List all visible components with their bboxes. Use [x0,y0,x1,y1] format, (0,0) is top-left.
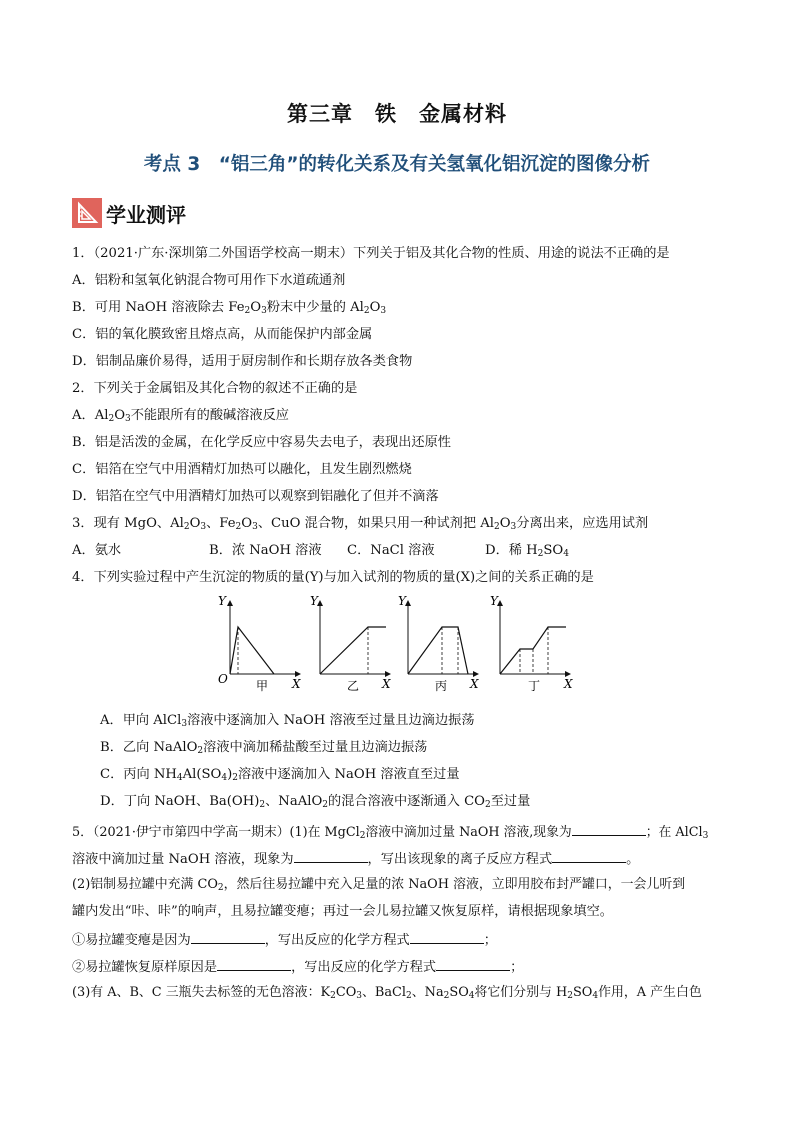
q4-option-c: C．丙向 $NH_4Al(SO_4)_2$溶液中逐滴加入 NaOH 溶液直至过量 [100,767,460,783]
q5-blank-4[interactable] [191,930,265,944]
triangle-ruler-icon [72,198,102,228]
graph-jia-label: 甲 [256,679,269,693]
q3-stem: 3．现有 MgO、$Al_2O_3$、$Fe_2O_3$、CuO 混合物，如果只用一种试剂把 $Al_2O_3$分离出来，应选用试剂 [72,516,649,532]
q1-option-d: D．铝制品廉价易得，适用于厨房制作和长期存放各类食物 [72,354,413,369]
graph-jia-y-label: Y [218,594,226,608]
topic-subtitle: 考点 3 “铝三角”的转化关系及有关氢氧化铝沉淀的图像分析 [143,154,651,175]
q5-blank-1[interactable] [572,822,646,836]
q4-option-b: B．乙向 NaAlO$_2$溶液中滴加稀盐酸至过量且边滴边振荡 [100,740,428,756]
graph-ding-y-label: Y [490,594,498,608]
graph-jia [218,594,301,693]
q3-option-c: C．NaCl 溶液 [347,543,435,558]
graph-bing-y-label: Y [398,594,406,608]
q5-blank-7[interactable] [436,957,510,971]
graph-bing [398,594,479,693]
graph-yi-y-label: Y [310,594,318,608]
q3-option-a: A．氨水 [72,543,122,558]
graph-bing-x-label: X [470,677,479,691]
section-header [72,198,186,228]
q5-line-7: (3)有 A、B、C 三瓶失去标签的无色溶液：$K_2CO_3$、BaCl$_2$、$Na_2SO_4$将它们分别与 $H_2SO_4$作用，A 产生白色 [72,985,702,1001]
section-label: 学业测评 [106,202,186,227]
graph-yi-x-label: X [382,677,391,691]
q5-blank-6[interactable] [217,957,291,971]
graph-ding-label: 丁 [528,679,541,693]
q1-stem: 1．（2021·广东·深圳第二外国语学校高一期末）下列关于铝及其化合物的性质、用途的说法不正确的是 [72,246,670,261]
q4-graphs [214,593,584,693]
q2-option-d: D．铝箔在空气中用酒精灯加热可以观察到铝融化了但并不滴落 [72,489,439,504]
graph-bing-label: 丙 [435,679,448,693]
q4-option-a: A．甲向 AlCl$_3$溶液中逐滴加入 NaOH 溶液至过量且边滴边振荡 [100,713,475,729]
graph-yi-label: 乙 [347,679,360,693]
q5-blank-5[interactable] [410,930,484,944]
q2-stem: 2．下列关于金属铝及其化合物的叙述不正确的是 [72,381,358,396]
q5-line-2: 溶液中滴加过量 NaOH 溶液，现象为 ，写出该现象的离子反应方程式 。 [72,849,639,869]
q3-option-b: B．浓 NaOH 溶液 [209,543,322,558]
chapter-title: 第三章 铁 金属材料 [287,102,507,126]
q5-blank-2[interactable] [294,849,368,863]
q5-blank-3[interactable] [552,849,626,863]
graph-ding [490,594,573,693]
graph-yi [310,594,391,693]
q5-line-1: 5．（2021·伊宁市第四中学高一期末）(1)在 MgCl$_2$溶液中滴加过量 NaOH 溶液,现象为 ；在 AlCl$_3$ [72,822,708,842]
q4-option-d: D．丁向 NaOH、$Ba(OH)_2$、NaAlO$_2$的混合溶液中逐渐通入 $CO_2$至过量 [100,794,531,810]
q1-option-a: A．铝粉和氢氧化钠混合物可用作下水道疏通剂 [72,273,346,288]
q5-line-5: ①易拉罐变瘪是因为 ，写出反应的化学方程式 ； [72,930,497,950]
q1-option-c: C．铝的氧化膜致密且熔点高，从而能保护内部金属 [72,327,373,342]
q3-option-d: D．稀 $H_2SO_4$ [485,543,569,559]
q4-stem: 4．下列实验过程中产生沉淀的物质的量(Y)与加入试剂的物质的量(X)之间的关系正确的是 [72,570,594,585]
q2-option-c: C．铝箔在空气中用酒精灯加热可以融化，且发生剧烈燃烧 [72,462,412,477]
q2-option-b: B．铝是活泼的金属，在化学反应中容易失去电子，表现出还原性 [72,435,451,450]
graph-ding-x-label: X [564,677,573,691]
graph-jia-origin: O [218,672,228,686]
q3-options [72,542,569,560]
q5-line-6: ②易拉罐恢复原样原因是 ，写出反应的化学方程式 ； [72,957,523,977]
q1-option-b: B．可用 NaOH 溶液除去 $Fe_2O_3$粉末中少量的 $Al_2O_3$ [72,300,387,316]
graph-jia-x-label: X [292,677,301,691]
q5-line-3: (2)铝制易拉罐中充满 $CO_2$，然后往易拉罐中充入足量的浓 NaOH 溶液，立即用胶布封严罐口，一会儿听到 [72,877,686,893]
q5-line-4: 罐内发出“咔、咔”的响声，且易拉罐变瘪；再过一会儿易拉罐又恢复原样，请根据现象填空。 [72,904,613,919]
q2-option-a: A．$Al_2O_3$不能跟所有的酸碱溶液反应 [72,408,289,424]
